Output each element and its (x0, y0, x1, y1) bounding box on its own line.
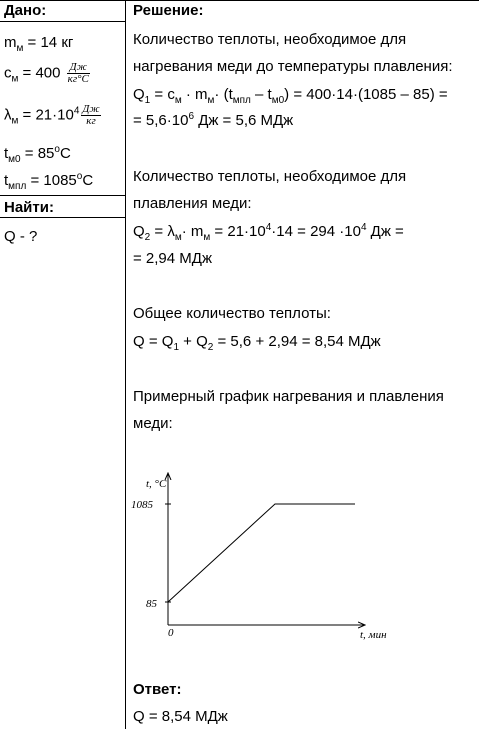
formula-q1 (133, 86, 448, 104)
lambda-unit (81, 104, 100, 127)
given-mass (4, 34, 73, 52)
find-header-underline (0, 217, 125, 218)
q1-part: ) = 400·14·(1085 – 85) = (284, 86, 448, 103)
total-subscript: 2 (207, 342, 214, 353)
q1-part: – t (250, 86, 272, 103)
heat-unit (67, 62, 90, 85)
given-header-underline (0, 21, 125, 22)
solution-header: Решение: (133, 2, 204, 19)
total-subscript: 1 (173, 342, 179, 353)
tpl-subscript: мпл (8, 181, 27, 192)
formula-q1-result (133, 112, 293, 130)
paragraph-2-line-2: плавления меди: (133, 195, 252, 212)
formula-total (133, 333, 381, 351)
answer-value: Q = 8,54 МДж (133, 708, 228, 725)
heat-unit-denominator: кг°C (67, 73, 89, 85)
y-tick-label-85: 85 (146, 598, 157, 610)
paragraph-1-line-2: нагревания меди до температуры плавления: (133, 58, 453, 75)
total-part: = 5,6 + 2,94 = 8,54 МДж (213, 333, 381, 350)
heat-value: = 400 (18, 64, 65, 82)
q2-exponent: 4 (360, 222, 367, 233)
q2-part: ·14 = 294 ·10 (271, 223, 361, 240)
q1-subscript: 1 (144, 95, 151, 106)
temperature-series-line (168, 504, 355, 602)
t0-value: = 85 (20, 145, 55, 162)
x-axis-label: t, мин (360, 629, 387, 641)
q2-part: · m (181, 223, 204, 240)
y-tick-label-1085: 1085 (131, 499, 153, 511)
paragraph-1-line-1: Количество теплоты, необходимое для (133, 31, 407, 48)
t0-unit: C (59, 145, 71, 162)
q2-part: Дж = (366, 223, 404, 240)
paragraph-4-line-1: Примерный график нагревания и плавления (133, 388, 444, 405)
q2-exponent: 4 (265, 222, 272, 233)
tpl-unit: C (82, 172, 94, 189)
t0-symbol: t (4, 145, 9, 162)
find-item: Q - ? (4, 228, 38, 245)
paragraph-4-line-2: меди: (133, 415, 173, 432)
mass-value: = 14 кг (23, 34, 74, 51)
given-latent-heat (4, 104, 101, 127)
q2-part: = 21·10 (210, 223, 266, 240)
q1-subscript: м0 (271, 95, 285, 106)
tpl-symbol: t (4, 172, 9, 189)
q2-subscript: м (174, 232, 182, 243)
lambda-symbol: λ (4, 106, 12, 124)
heat-unit-numerator: Дж (67, 62, 90, 74)
q2-part: Q (133, 223, 145, 240)
origin-label: 0 (168, 627, 174, 639)
q1-part: · m (181, 86, 208, 103)
heat-subscript: м (11, 73, 19, 85)
given-find-divider (0, 195, 125, 196)
given-header: Дано: (4, 2, 47, 19)
find-header: Найти: (4, 199, 54, 216)
q1-subscript: м (207, 95, 215, 106)
given-melting-temp (4, 172, 93, 190)
lambda-value: = 21·10 (18, 106, 74, 124)
lambda-exponent: 4 (73, 105, 80, 117)
answer-header: Ответ: (133, 681, 182, 698)
total-part: + Q (179, 333, 208, 350)
given-specific-heat (4, 62, 90, 85)
heat-symbol: c (4, 64, 12, 82)
q1-subscript: мпл (232, 95, 251, 106)
paragraph-3: Общее количество теплоты: (133, 305, 331, 322)
tpl-degree: o (76, 171, 83, 182)
formula-q2-result: = 2,94 МДж (133, 250, 212, 267)
t0-subscript: м0 (8, 154, 21, 165)
lambda-unit-numerator: Дж (82, 103, 100, 115)
t0-degree: o (54, 144, 60, 155)
q1-part: · (t (214, 86, 233, 103)
formula-q2 (133, 223, 404, 241)
total-part: Q = Q (133, 333, 174, 350)
q1-part: Q (133, 86, 145, 103)
q2-part: = λ (150, 223, 175, 240)
q1-result-part: = 5,6·10 (133, 112, 189, 129)
q1-result-part: Дж = 5,6 МДж (194, 112, 294, 129)
mass-symbol: m (4, 34, 17, 51)
tpl-value: = 1085 (26, 172, 77, 189)
mass-subscript: м (16, 43, 24, 54)
y-axis-label: t, °C (146, 478, 167, 490)
q1-subscript: м (174, 95, 182, 106)
q2-subscript: м (203, 232, 211, 243)
q2-subscript: 2 (144, 232, 151, 243)
q1-part: = c (150, 86, 175, 103)
q1-result-exponent: 6 (188, 111, 195, 122)
paragraph-2-line-1: Количество теплоты, необходимое для (133, 168, 407, 185)
given-initial-temp (4, 145, 71, 163)
heating-melting-chart (125, 455, 425, 650)
lambda-subscript: м (11, 115, 19, 127)
outer-top-border (0, 0, 479, 1)
lambda-unit-denominator: кг (86, 115, 96, 127)
